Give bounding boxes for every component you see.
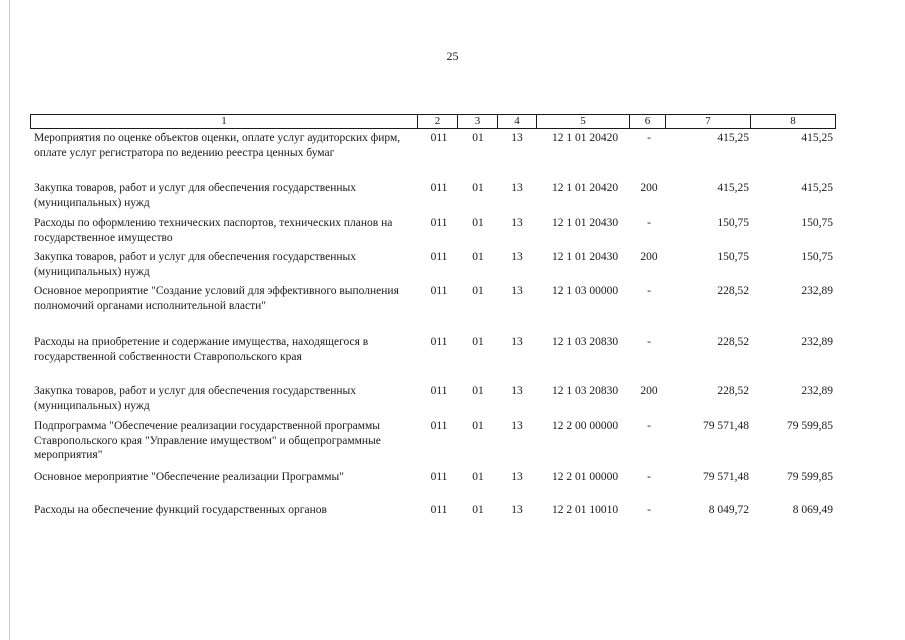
row-col-8: 79 599,85 bbox=[787, 420, 833, 432]
row-col-8: 150,75 bbox=[801, 217, 833, 229]
row-col-7: 228,52 bbox=[717, 336, 749, 348]
row-col-3: 01 bbox=[472, 471, 484, 483]
header-col-1: 1 bbox=[30, 114, 418, 129]
row-col-4: 13 bbox=[511, 471, 523, 483]
row-col-3: 01 bbox=[472, 420, 484, 432]
row-col-6: 200 bbox=[640, 251, 658, 263]
row-description: Мероприятия по оценке объектов оценки, оплате услуг аудиторских фирм, оплате услуг регистратора по ведению реестра ценных бумаг bbox=[34, 132, 401, 159]
row-col-7: 415,25 bbox=[717, 132, 749, 144]
row-col-2: 011 bbox=[430, 132, 448, 144]
row-col-8: 415,25 bbox=[801, 132, 833, 144]
row-col-7: 228,52 bbox=[717, 285, 749, 297]
row-col-8: 8 069,49 bbox=[792, 504, 833, 516]
row-col-3: 01 bbox=[472, 504, 484, 516]
row-col-8: 150,75 bbox=[801, 251, 833, 263]
row-col-7: 228,52 bbox=[717, 385, 749, 397]
row-col-6: - bbox=[647, 285, 651, 297]
row-col-4: 13 bbox=[511, 182, 523, 194]
row-description: Основное мероприятие "Обеспечение реализации Программы" bbox=[34, 471, 344, 483]
row-col-5: 12 2 01 10010 bbox=[551, 504, 619, 516]
row-col-2: 011 bbox=[430, 385, 448, 397]
page-number: 25 bbox=[446, 49, 459, 63]
row-col-5: 12 1 01 20430 bbox=[551, 251, 619, 263]
row-col-6: - bbox=[647, 217, 651, 229]
row-col-6: - bbox=[647, 420, 651, 432]
row-col-7: 150,75 bbox=[717, 251, 749, 263]
header-col-7: 7 bbox=[665, 114, 751, 129]
row-col-5: 12 1 01 20430 bbox=[551, 217, 619, 229]
row-col-5: 12 1 01 20420 bbox=[551, 182, 619, 194]
row-col-2: 011 bbox=[430, 285, 448, 297]
row-col-4: 13 bbox=[511, 251, 523, 263]
row-col-3: 01 bbox=[472, 285, 484, 297]
row-col-7: 8 049,72 bbox=[708, 504, 749, 516]
row-col-2: 011 bbox=[430, 420, 448, 432]
row-description: Основное мероприятие "Создание условий для эффективного выполнения полномочий органами исполнительной власти" bbox=[34, 285, 399, 312]
row-col-6: - bbox=[647, 132, 651, 144]
row-col-8: 79 599,85 bbox=[787, 471, 833, 483]
row-description: Закупка товаров, работ и услуг для обеспечения государственных (муниципальных) нужд bbox=[34, 385, 357, 412]
row-col-2: 011 bbox=[430, 471, 448, 483]
row-col-6: 200 bbox=[640, 182, 658, 194]
row-col-4: 13 bbox=[511, 504, 523, 516]
row-description: Расходы на приобретение и содержание имущества, находящегося в государственной собственности Ставропольского края bbox=[34, 336, 369, 363]
row-description: Подпрограмма "Обеспечение реализации государственной программы Ставропольского края "Управление имуществом" и общепрограммные мероприятия" bbox=[34, 420, 381, 461]
row-description: Расходы по оформлению технических паспортов, технических планов на государственное имущество bbox=[34, 217, 393, 244]
row-description: Закупка товаров, работ и услуг для обеспечения государственных (муниципальных) нужд bbox=[34, 251, 357, 278]
header-col-2: 2 bbox=[417, 114, 458, 129]
page-margin-line bbox=[9, 0, 10, 640]
row-col-4: 13 bbox=[511, 217, 523, 229]
row-col-6: 200 bbox=[640, 385, 658, 397]
row-col-7: 79 571,48 bbox=[703, 420, 749, 432]
header-col-5: 5 bbox=[536, 114, 630, 129]
header-col-4: 4 bbox=[497, 114, 537, 129]
row-col-4: 13 bbox=[511, 420, 523, 432]
row-description: Расходы на обеспечение функций государственных органов bbox=[34, 504, 327, 516]
row-col-2: 011 bbox=[430, 504, 448, 516]
header-col-6: 6 bbox=[629, 114, 666, 129]
row-col-7: 79 571,48 bbox=[703, 471, 749, 483]
row-col-5: 12 1 03 00000 bbox=[551, 285, 619, 297]
row-col-3: 01 bbox=[472, 217, 484, 229]
row-col-8: 232,89 bbox=[801, 385, 833, 397]
row-col-7: 150,75 bbox=[717, 217, 749, 229]
row-col-4: 13 bbox=[511, 336, 523, 348]
row-col-3: 01 bbox=[472, 385, 484, 397]
row-col-5: 12 2 01 00000 bbox=[551, 471, 619, 483]
row-col-8: 415,25 bbox=[801, 182, 833, 194]
row-col-5: 12 1 03 20830 bbox=[551, 385, 619, 397]
row-col-4: 13 bbox=[511, 285, 523, 297]
row-col-3: 01 bbox=[472, 132, 484, 144]
row-col-5: 12 1 03 20830 bbox=[551, 336, 619, 348]
row-col-3: 01 bbox=[472, 182, 484, 194]
table-header-row bbox=[30, 114, 836, 129]
row-col-2: 011 bbox=[430, 182, 448, 194]
row-col-6: - bbox=[647, 471, 651, 483]
row-col-2: 011 bbox=[430, 336, 448, 348]
row-col-3: 01 bbox=[472, 336, 484, 348]
row-col-7: 415,25 bbox=[717, 182, 749, 194]
row-col-4: 13 bbox=[511, 385, 523, 397]
row-description: Закупка товаров, работ и услуг для обеспечения государственных (муниципальных) нужд bbox=[34, 182, 357, 209]
row-col-8: 232,89 bbox=[801, 336, 833, 348]
row-col-5: 12 1 01 20420 bbox=[551, 132, 619, 144]
header-col-8: 8 bbox=[750, 114, 836, 129]
row-col-6: - bbox=[647, 336, 651, 348]
row-col-3: 01 bbox=[472, 251, 484, 263]
row-col-2: 011 bbox=[430, 251, 448, 263]
row-col-4: 13 bbox=[511, 132, 523, 144]
row-col-2: 011 bbox=[430, 217, 448, 229]
row-col-8: 232,89 bbox=[801, 285, 833, 297]
header-col-3: 3 bbox=[457, 114, 498, 129]
row-col-5: 12 2 00 00000 bbox=[551, 420, 619, 432]
row-col-6: - bbox=[647, 504, 651, 516]
